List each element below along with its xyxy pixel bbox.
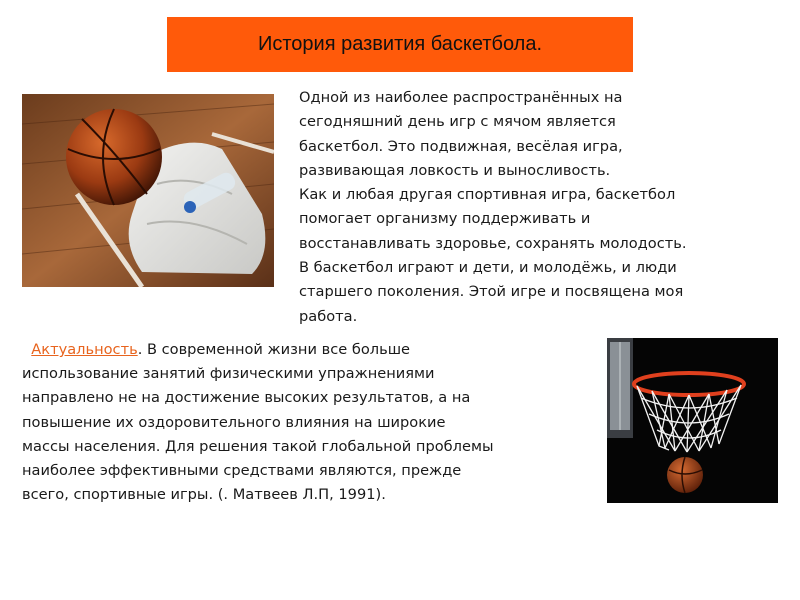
basketball-hoop-photo (607, 338, 778, 503)
intro-line: восстанавливать здоровье, сохранять молодость. (299, 234, 687, 252)
intro-line: сегодняшний день игр с мячом является (299, 113, 616, 131)
relevance-line (22, 338, 602, 362)
basketball-photo (22, 94, 274, 287)
intro-line: баскетбол. Это подвижная, весёлая игра, (299, 137, 623, 155)
relevance-line: массы населения. Для решения такой глобальной проблемы (22, 437, 494, 455)
intro-line: В баскетбол играют и дети, и молодёжь, и люди (299, 259, 677, 277)
intro-line: старшего поколения. Этой игре и посвящена моя (299, 283, 684, 301)
relevance-keyword: Актуальность (31, 341, 138, 358)
relevance-text (22, 338, 602, 507)
relevance-line: наиболее эффективными средствами являются, прежде (22, 462, 462, 480)
relevance-line: всего, спортивные игры. (. Матвеев Л.П, 1991). (22, 486, 386, 504)
intro-line: Как и любая другая спортивная игра, баскетбол (299, 186, 676, 204)
relevance-line: использование занятий физическими упражнениями (22, 365, 435, 383)
intro-line: помогает организму поддерживать и (299, 210, 591, 228)
intro-line: работа. (299, 307, 358, 325)
relevance-first-line: . В современной жизни все больше (137, 341, 411, 358)
intro-text (299, 86, 779, 329)
relevance-line: повышение их оздоровительного влияния на широкие (22, 413, 446, 431)
intro-line: Одной из наиболее распространённых на (299, 89, 623, 106)
slide-title: История развития баскетбола. (167, 17, 633, 72)
intro-line: развивающая ловкость и выносливость. (299, 161, 611, 179)
relevance-line: направлено не на достижение высоких результатов, а на (22, 389, 471, 407)
